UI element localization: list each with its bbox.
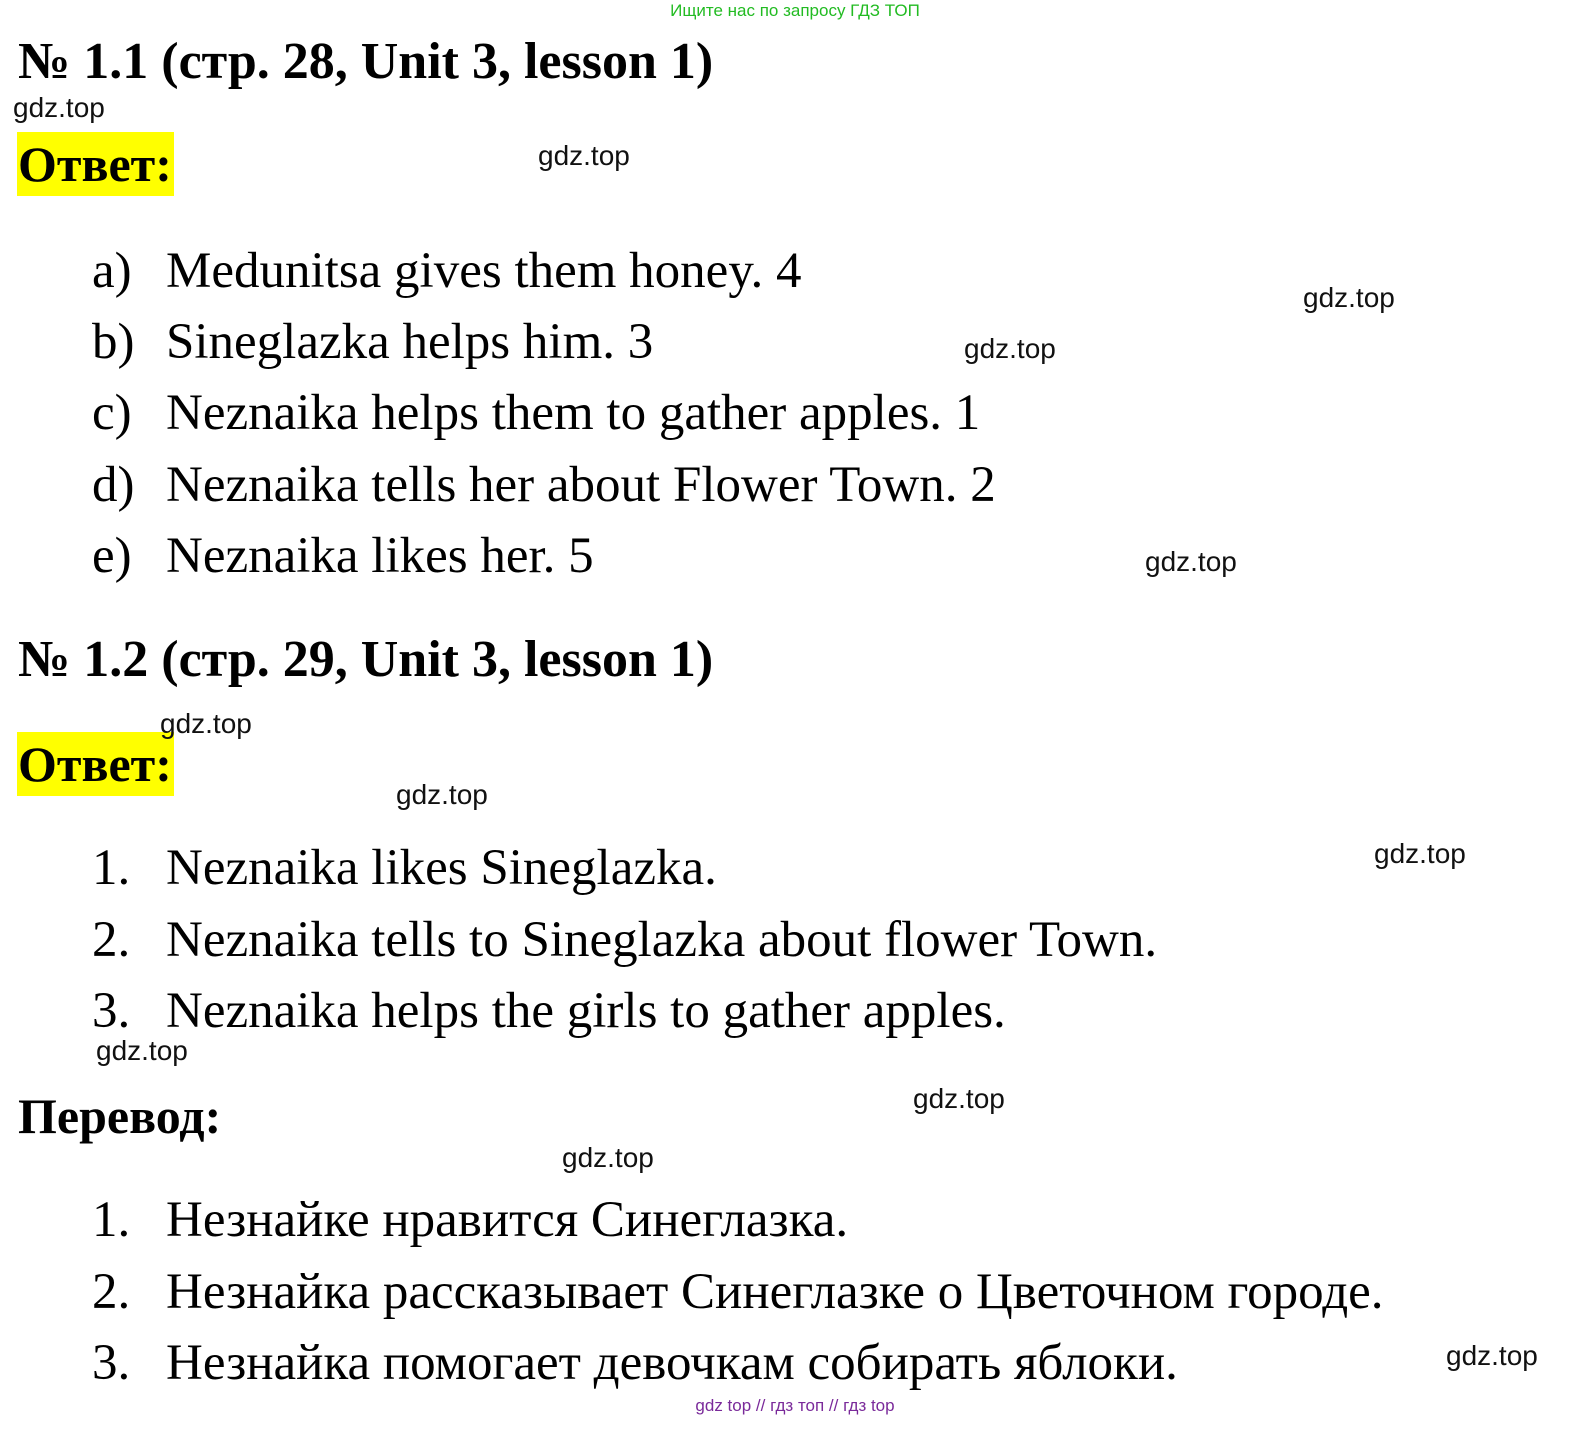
item-marker: 2. xyxy=(92,1264,131,1320)
section1-item-a xyxy=(92,241,802,301)
section2-item-2 xyxy=(92,910,1157,970)
section2-item-3 xyxy=(92,981,1006,1041)
item-marker: 1. xyxy=(92,1192,131,1248)
translation-item-3 xyxy=(92,1333,1178,1393)
section1-item-c xyxy=(92,383,980,443)
item-text: Neznaika likes Sineglazka. xyxy=(166,840,717,896)
footer-watermark: gdz top // гдз топ // гдз top xyxy=(695,1396,895,1415)
section1-item-e xyxy=(92,526,594,586)
top-banner: Ищите нас по запросу ГДЗ ТОП xyxy=(670,1,920,20)
section2-heading: № 1.2 (стр. 29, Unit 3, lesson 1) xyxy=(18,631,714,688)
item-text: Незнайке нравится Синеглазка. xyxy=(166,1192,849,1248)
watermark: gdz.top xyxy=(1446,1340,1538,1371)
item-text: Sineglazka helps him. 3 xyxy=(166,314,654,370)
watermark: gdz.top xyxy=(538,140,630,171)
item-text: Neznaika helps the girls to gather apples. xyxy=(166,983,1006,1039)
item-text: Neznaika tells her about Flower Town. 2 xyxy=(166,457,996,513)
section2-answer-label: Ответ: xyxy=(17,732,174,796)
translation-item-2 xyxy=(92,1262,1384,1322)
item-marker: d) xyxy=(92,457,135,513)
watermark: gdz.top xyxy=(96,1035,188,1066)
translation-label: Перевод: xyxy=(18,1088,222,1144)
watermark: gdz.top xyxy=(562,1142,654,1173)
item-text: Незнайка рассказывает Синеглазке о Цветочном городе. xyxy=(166,1264,1384,1320)
watermark: gdz.top xyxy=(1145,546,1237,577)
section1-item-d xyxy=(92,455,996,515)
watermark: gdz.top xyxy=(1374,838,1466,869)
item-text: Незнайка помогает девочкам собирать яблоки. xyxy=(166,1335,1178,1391)
item-marker: 3. xyxy=(92,983,131,1039)
watermark: gdz.top xyxy=(964,333,1056,364)
item-marker: 2. xyxy=(92,912,131,968)
item-text: Neznaika likes her. 5 xyxy=(166,528,594,584)
section2-item-1 xyxy=(92,838,717,898)
section1-item-b xyxy=(92,312,653,372)
watermark: gdz.top xyxy=(13,92,105,123)
item-text: Neznaika helps them to gather apples. 1 xyxy=(166,385,981,441)
translation-item-1 xyxy=(92,1190,848,1250)
item-marker: c) xyxy=(92,385,132,441)
item-text: Medunitsa gives them honey. 4 xyxy=(166,243,802,299)
item-marker: 3. xyxy=(92,1335,131,1391)
watermark: gdz.top xyxy=(913,1083,1005,1114)
section1-heading: № 1.1 (стр. 28, Unit 3, lesson 1) xyxy=(18,33,714,90)
item-marker: b) xyxy=(92,314,135,370)
watermark: gdz.top xyxy=(396,779,488,810)
item-text: Neznaika tells to Sineglazka about flower Town. xyxy=(166,912,1158,968)
item-marker: a) xyxy=(92,243,132,299)
item-marker: e) xyxy=(92,528,132,584)
item-marker: 1. xyxy=(92,840,131,896)
watermark: gdz.top xyxy=(160,708,252,739)
watermark: gdz.top xyxy=(1303,282,1395,313)
section1-answer-label: Ответ: xyxy=(17,132,174,196)
